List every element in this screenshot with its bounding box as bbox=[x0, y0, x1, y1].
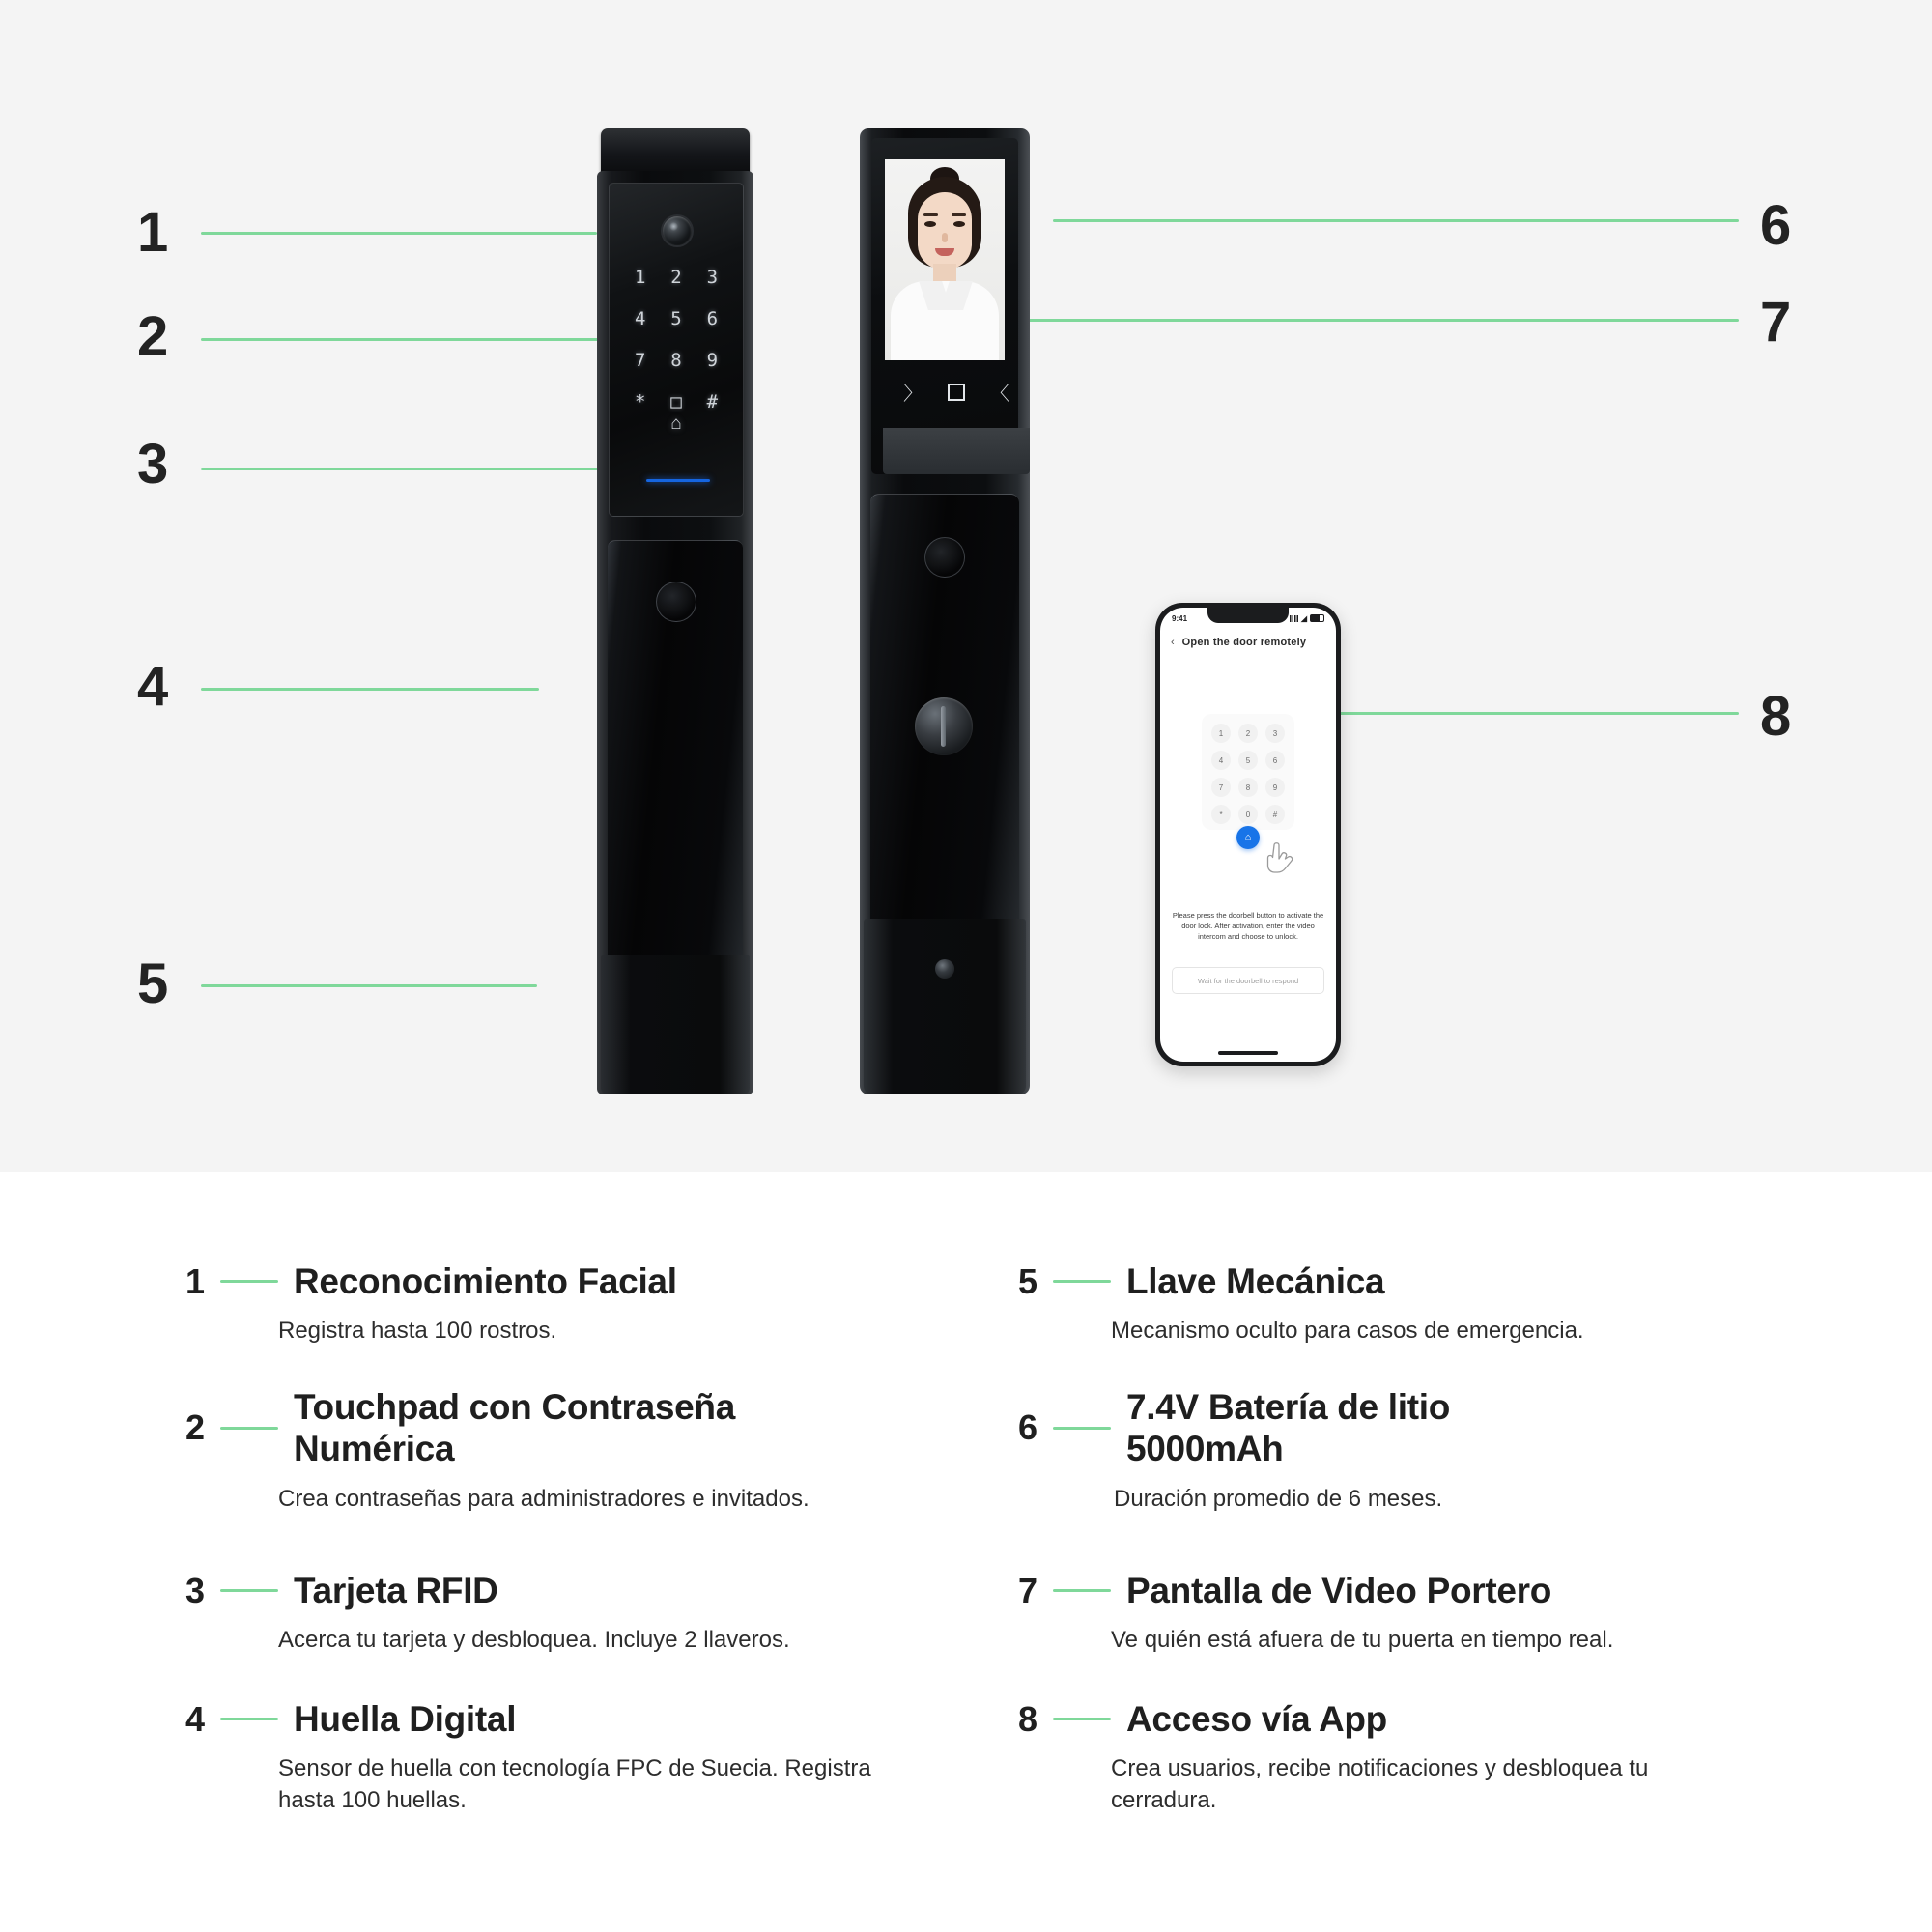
callout-line-2 bbox=[201, 338, 655, 341]
legend-title-5: Llave Mecánica bbox=[1126, 1262, 1385, 1301]
app-doorbell-button[interactable]: ⌂ bbox=[1236, 826, 1260, 849]
smartphone-app-mockup bbox=[1155, 603, 1341, 1066]
hand-cursor-icon bbox=[1264, 839, 1296, 882]
legend-item-1-head bbox=[172, 1261, 906, 1302]
lock-top-cap bbox=[601, 128, 750, 175]
phone-screen bbox=[1160, 608, 1336, 1062]
callout-number-1: 1 bbox=[137, 201, 168, 264]
keypad-key[interactable]: 5 bbox=[670, 308, 682, 329]
lock-b-lower-plate bbox=[883, 428, 1030, 474]
keypad-key[interactable]: □ bbox=[670, 391, 682, 412]
app-keypad-key[interactable]: 6 bbox=[1265, 751, 1285, 770]
app-keypad-key[interactable]: * bbox=[1211, 805, 1231, 824]
video-intercom-screen[interactable] bbox=[885, 159, 1005, 360]
status-icons-group bbox=[1290, 614, 1324, 623]
smart-lock-front-keypad bbox=[597, 128, 753, 1094]
lock-b-bottom-section bbox=[864, 919, 1026, 1094]
callout-number-4: 4 bbox=[137, 655, 168, 718]
visitor-face-image bbox=[885, 159, 1005, 360]
lock-body-panel bbox=[597, 171, 753, 1094]
nav-left-chevron-icon[interactable]: 〈 bbox=[990, 384, 1009, 405]
legend-item-3 bbox=[172, 1570, 906, 1657]
back-chevron-icon[interactable]: ‹ bbox=[1171, 637, 1175, 648]
app-nav-bar bbox=[1160, 633, 1336, 652]
legend-title-4: Huella Digital bbox=[294, 1699, 517, 1739]
keypad-key[interactable]: 1 bbox=[634, 267, 646, 288]
app-keypad-grid bbox=[1208, 724, 1289, 824]
keypad-key[interactable]: 6 bbox=[706, 308, 719, 329]
app-keypad-key[interactable]: 5 bbox=[1238, 751, 1258, 770]
callout-number-5: 5 bbox=[137, 952, 168, 1015]
lock-handle-interior[interactable] bbox=[870, 494, 1019, 923]
app-keypad-key[interactable]: 3 bbox=[1265, 724, 1285, 743]
smart-lock-video-intercom bbox=[860, 128, 1030, 1094]
legend-number-5: 5 bbox=[1017, 1261, 1037, 1301]
legend-title-2: Touchpad con Contraseña Numérica bbox=[294, 1387, 736, 1469]
nose-shape bbox=[942, 233, 948, 242]
keypad-key[interactable]: 9 bbox=[706, 350, 719, 371]
nav-square-icon[interactable] bbox=[948, 384, 965, 401]
legend-item-8-head bbox=[1005, 1698, 1777, 1740]
rfid-reader-indicator bbox=[646, 479, 710, 482]
keypad-key[interactable]: 4 bbox=[634, 308, 646, 329]
legend-description-3: Acerca tu tarjeta y desbloquea. Incluye 2 llaveros. bbox=[278, 1627, 790, 1654]
legend-dash-7 bbox=[1053, 1589, 1111, 1592]
legend-item-5-head bbox=[1005, 1261, 1777, 1302]
legend-dash-3 bbox=[220, 1589, 278, 1592]
legend-item-4-head bbox=[172, 1698, 906, 1740]
cellular-bars-icon bbox=[1290, 615, 1298, 622]
legend-item-5 bbox=[1005, 1261, 1777, 1348]
app-keypad-key[interactable]: 2 bbox=[1238, 724, 1258, 743]
legend-description-2: Crea contraseñas para administradores e invitados. bbox=[278, 1485, 810, 1512]
callout-number-3: 3 bbox=[137, 433, 168, 496]
legend-number-2: 2 bbox=[185, 1407, 205, 1448]
doorbell-icon[interactable]: ⌂ bbox=[670, 413, 682, 434]
status-time: 9:41 bbox=[1172, 613, 1188, 623]
app-hint-text: Please press the doorbell button to activate the door lock. After activation, enter the video intercom and choose to unlock. bbox=[1172, 911, 1324, 941]
legend-number-7: 7 bbox=[1017, 1570, 1037, 1610]
legend-item-8 bbox=[1005, 1698, 1777, 1816]
legend-description-7: Ve quién está afuera de tu puerta en tiempo real. bbox=[1111, 1627, 1614, 1654]
legend-number-1: 1 bbox=[185, 1261, 205, 1301]
legend-description-8: Crea usuarios, recibe notificaciones y desbloquea tu cerradura. bbox=[1111, 1755, 1649, 1813]
keypad-key[interactable]: 2 bbox=[670, 267, 682, 288]
handle-knob bbox=[924, 537, 965, 578]
legend-title-6: 7.4V Batería de litio 5000mAh bbox=[1126, 1387, 1451, 1469]
callout-line-5 bbox=[201, 984, 537, 987]
legend-item-6-head bbox=[1005, 1386, 1777, 1470]
phone-home-indicator bbox=[1218, 1051, 1278, 1055]
legend-dash-1 bbox=[220, 1280, 278, 1283]
callout-line-6 bbox=[1053, 219, 1739, 222]
eye-right bbox=[953, 221, 965, 227]
legend-description-6: Duración promedio de 6 meses. bbox=[1114, 1485, 1443, 1512]
legend-number-6: 6 bbox=[1017, 1407, 1037, 1448]
legend-dash-6 bbox=[1053, 1427, 1111, 1430]
callout-number-6: 6 bbox=[1760, 194, 1791, 257]
lock-b-body-panel bbox=[860, 128, 1030, 1094]
face-recognition-camera-icon bbox=[663, 216, 692, 245]
app-keypad-key[interactable]: 7 bbox=[1211, 778, 1231, 797]
phone-notch bbox=[1208, 608, 1289, 623]
wifi-icon: ◢ bbox=[1300, 613, 1307, 623]
legend-number-8: 8 bbox=[1017, 1698, 1037, 1739]
feature-legend-section bbox=[0, 1172, 1932, 1932]
keypad-key[interactable]: 7 bbox=[634, 350, 646, 371]
app-screen-title: Open the door remotely bbox=[1181, 637, 1307, 648]
app-keypad-key[interactable]: 0 bbox=[1238, 805, 1258, 824]
legend-title-8: Acceso vía App bbox=[1126, 1699, 1387, 1739]
keypad-key[interactable]: * bbox=[634, 391, 646, 412]
legend-item-6 bbox=[1005, 1386, 1777, 1515]
eyebrow-left bbox=[923, 213, 938, 216]
lock-numeric-keypad bbox=[622, 269, 730, 412]
legend-number-4: 4 bbox=[185, 1698, 205, 1739]
legend-item-3-head bbox=[172, 1570, 906, 1611]
lock-handle-front[interactable] bbox=[608, 540, 743, 962]
legend-description-1: Registra hasta 100 rostros. bbox=[278, 1318, 557, 1345]
app-keypad-key[interactable]: 9 bbox=[1265, 778, 1285, 797]
wait-for-doorbell-button[interactable]: Wait for the doorbell to respond bbox=[1172, 967, 1324, 994]
screen-nav-buttons bbox=[883, 378, 1030, 406]
legend-item-7 bbox=[1005, 1570, 1777, 1657]
lock-bottom-section bbox=[601, 955, 750, 1094]
app-keypad-key[interactable]: 8 bbox=[1238, 778, 1258, 797]
legend-description-4: Sensor de huella con tecnología FPC de Suecia. Registra hasta 100 huellas. bbox=[278, 1755, 871, 1813]
legend-item-7-head bbox=[1005, 1570, 1777, 1611]
legend-description-5: Mecanismo oculto para casos de emergencia. bbox=[1111, 1318, 1584, 1345]
face-shape bbox=[918, 192, 972, 270]
legend-dash-8 bbox=[1053, 1718, 1111, 1720]
callout-line-8 bbox=[1302, 712, 1739, 715]
app-keypad-key[interactable]: 1 bbox=[1211, 724, 1231, 743]
legend-item-4 bbox=[172, 1698, 906, 1816]
app-keypad-panel bbox=[1202, 714, 1294, 830]
legend-dash-5 bbox=[1053, 1280, 1111, 1283]
app-keypad-key[interactable]: 4 bbox=[1211, 751, 1231, 770]
legend-title-1: Reconocimiento Facial bbox=[294, 1262, 677, 1301]
app-keypad-key[interactable]: # bbox=[1265, 805, 1285, 824]
mechanical-key-thumbturn[interactable] bbox=[915, 697, 973, 755]
callout-number-7: 7 bbox=[1760, 291, 1791, 354]
eyebrow-right bbox=[952, 213, 966, 216]
battery-icon bbox=[1310, 614, 1324, 622]
callout-number-2: 2 bbox=[137, 305, 168, 368]
callout-line-7 bbox=[995, 319, 1739, 322]
keypad-key[interactable]: 3 bbox=[706, 267, 719, 288]
legend-dash-2 bbox=[220, 1427, 278, 1430]
keypad-key[interactable]: 8 bbox=[670, 350, 682, 371]
legend-item-2 bbox=[172, 1386, 848, 1515]
legend-dash-4 bbox=[220, 1718, 278, 1720]
callout-number-8: 8 bbox=[1760, 685, 1791, 748]
video-screen-bezel bbox=[871, 138, 1018, 474]
callout-line-1 bbox=[201, 232, 597, 235]
lock-touch-glass bbox=[609, 183, 744, 517]
eye-left bbox=[924, 221, 936, 227]
legend-item-1 bbox=[172, 1261, 906, 1348]
callout-line-4 bbox=[201, 688, 539, 691]
legend-item-2-head bbox=[172, 1386, 848, 1470]
legend-number-3: 3 bbox=[185, 1570, 205, 1610]
keypad-key[interactable]: # bbox=[706, 391, 719, 412]
legend-title-3: Tarjeta RFID bbox=[294, 1571, 498, 1610]
nav-right-chevron-icon[interactable]: 〉 bbox=[903, 384, 923, 405]
lock-b-bottom-port bbox=[935, 959, 954, 979]
legend-title-7: Pantalla de Video Portero bbox=[1126, 1571, 1552, 1610]
